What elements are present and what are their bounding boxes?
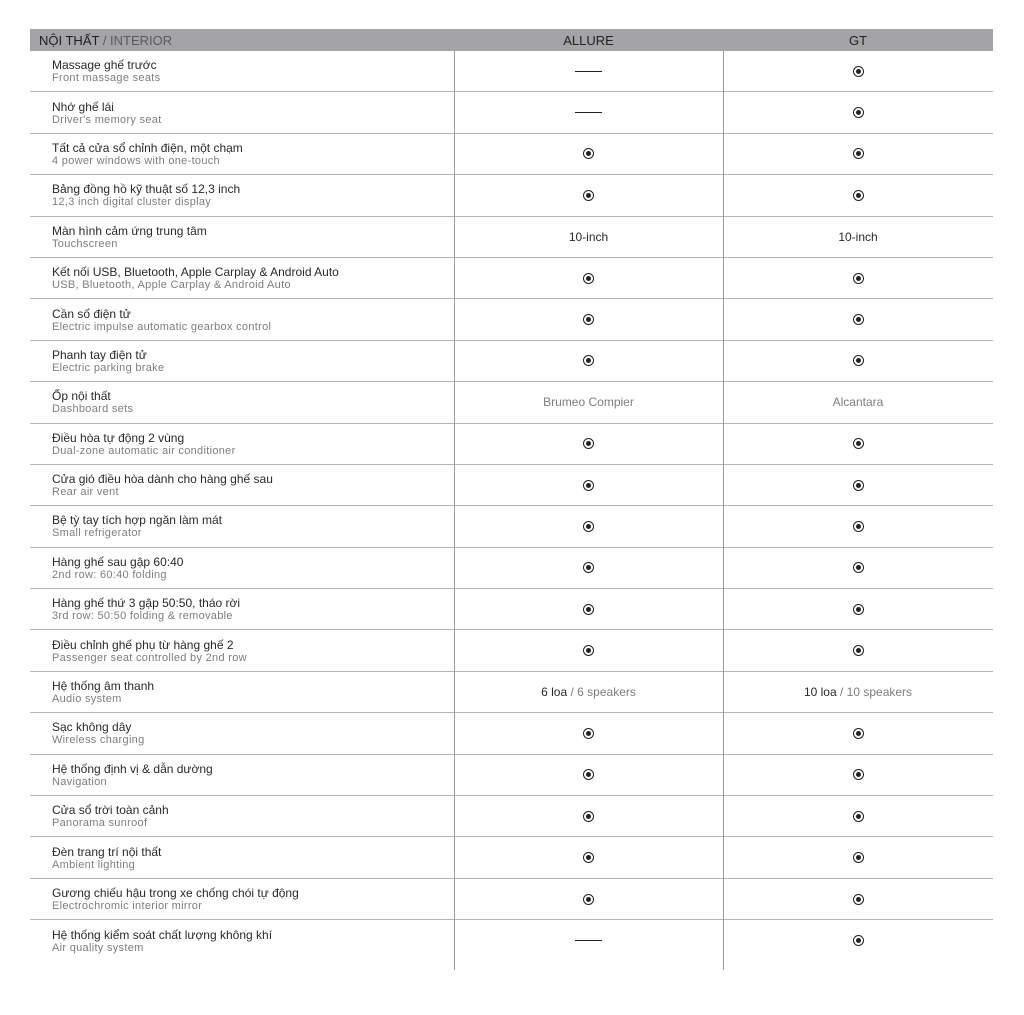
feature-name-en: 12,3 inch digital cluster display <box>52 196 212 209</box>
feature-name-vi: Cần số điện tử <box>52 306 131 321</box>
cell-gt <box>723 935 993 946</box>
cell-gt <box>723 66 993 77</box>
cell-value: Alcantara <box>832 395 884 410</box>
included-dot-icon <box>583 480 594 491</box>
cell-value-vi: 10 loa <box>803 685 837 700</box>
feature-name-vi: Nhớ ghế lái <box>52 99 114 114</box>
included-dot-icon <box>583 894 594 905</box>
section-title-separator: / <box>99 32 111 48</box>
cell-allure <box>454 148 723 159</box>
feature-name-vi: Tất cả cửa sổ chỉnh điện, một chạm <box>52 140 243 155</box>
cell-allure <box>454 355 723 366</box>
feature-label <box>30 347 454 375</box>
cell-allure <box>454 811 723 822</box>
included-dot-icon <box>583 521 594 532</box>
cell-value <box>541 685 636 699</box>
interior-spec-table <box>30 29 993 962</box>
cell-allure <box>454 728 723 739</box>
feature-name-en: Navigation <box>52 775 107 788</box>
table-row <box>30 175 993 216</box>
feature-name-vi: Hàng ghế thứ 3 gập 50:50, tháo rời <box>52 596 241 611</box>
cell-allure <box>454 314 723 325</box>
cell-allure <box>454 273 723 284</box>
column-header-allure: ALLURE <box>563 32 614 48</box>
included-dot-icon <box>583 811 594 822</box>
included-dot-icon <box>853 273 864 284</box>
included-dot-icon <box>853 562 864 573</box>
included-dot-icon <box>853 645 864 656</box>
feature-name-en: Wireless charging <box>52 734 145 747</box>
feature-name-vi: Hàng ghế sau gập 60:40 <box>52 554 184 569</box>
included-dot-icon <box>583 314 594 325</box>
included-dot-icon <box>853 107 864 118</box>
cell-gt <box>723 852 993 863</box>
feature-label <box>30 306 454 334</box>
feature-label <box>30 885 454 913</box>
feature-name-vi: Màn hình cảm ứng trung tâm <box>52 223 207 238</box>
cell-allure <box>454 852 723 863</box>
feature-name-vi: Gương chiếu hậu trong xe chống chói tự động <box>52 886 299 900</box>
feature-label <box>30 719 454 747</box>
cell-gt <box>723 190 993 201</box>
table-row <box>30 837 993 878</box>
table-row <box>30 755 993 796</box>
table-row <box>30 465 993 506</box>
included-dot-icon <box>583 190 594 201</box>
table-row <box>30 134 993 175</box>
feature-label <box>30 264 454 292</box>
cell-allure <box>454 645 723 656</box>
included-dot-icon <box>853 769 864 780</box>
cell-allure <box>454 112 723 113</box>
table-row <box>30 424 993 465</box>
cell-gt <box>723 894 993 905</box>
cell-allure <box>454 480 723 491</box>
cell-allure <box>454 230 723 244</box>
feature-name-vi: Cửa sổ trời toàn cảnh <box>52 803 169 818</box>
feature-name-vi: Sạc không dây <box>52 720 132 735</box>
feature-name-vi: Điều chỉnh ghế phụ từ hàng ghế 2 <box>52 637 234 652</box>
cell-gt <box>723 480 993 491</box>
cell-gt <box>723 604 993 615</box>
table-row <box>30 589 993 630</box>
feature-label <box>30 57 454 85</box>
cell-gt <box>723 107 993 118</box>
feature-label <box>30 595 454 623</box>
cell-gt <box>723 685 993 699</box>
feature-label <box>30 761 454 789</box>
feature-label <box>30 802 454 830</box>
cell-allure <box>454 395 723 409</box>
feature-name-en: Electrochromic interior mirror <box>52 900 203 912</box>
cell-gt <box>723 769 993 780</box>
feature-label <box>30 140 454 168</box>
cell-gt <box>723 355 993 366</box>
included-dot-icon <box>583 438 594 449</box>
cell-allure <box>454 604 723 615</box>
feature-label <box>30 678 454 706</box>
column-header-gt: GT <box>848 32 868 48</box>
feature-name-vi: Bảng đồng hồ kỹ thuật số 12,3 inch <box>52 182 241 197</box>
section-title-en: INTERIOR <box>110 32 173 48</box>
feature-label <box>30 471 454 499</box>
cell-allure <box>454 940 723 941</box>
cell-value-separator: / <box>567 685 578 700</box>
feature-name-vi: Hệ thống kiểm soát chất lượng không khí <box>52 927 273 942</box>
feature-name-vi: Ốp nội thất <box>52 389 111 404</box>
included-dot-icon <box>583 604 594 615</box>
included-dot-icon <box>583 645 594 656</box>
table-row <box>30 796 993 837</box>
included-dot-icon <box>583 562 594 573</box>
feature-name-vi: Bệ tỳ tay tích hợp ngăn làm mát <box>52 513 222 528</box>
feature-name-en: Air quality system <box>52 941 144 954</box>
feature-name-en: Ambient lighting <box>52 858 136 871</box>
included-dot-icon <box>853 604 864 615</box>
table-row <box>30 217 993 258</box>
feature-name-vi: Đèn trang trí nội thất <box>52 844 162 859</box>
table-row <box>30 630 993 671</box>
cell-gt <box>723 521 993 532</box>
feature-label <box>30 554 454 582</box>
table-row <box>30 920 993 961</box>
section-title-vi: NỘI THẤT <box>39 32 100 48</box>
table-row <box>30 672 993 713</box>
table-row <box>30 506 993 547</box>
feature-name-en: Small refrigerator <box>52 527 142 540</box>
feature-name-en: Touchscreen <box>52 237 118 250</box>
feature-name-vi: Kết nối USB, Bluetooth, Apple Carplay & Android Auto <box>52 265 339 280</box>
cell-gt <box>723 230 993 244</box>
cell-gt <box>723 438 993 449</box>
feature-name-en: Driver's memory seat <box>52 113 162 126</box>
cell-allure <box>454 769 723 780</box>
feature-label <box>30 430 454 458</box>
table-row <box>30 51 993 92</box>
included-dot-icon <box>853 852 864 863</box>
feature-label <box>30 512 454 540</box>
table-row <box>30 548 993 589</box>
feature-name-en: Panorama sunroof <box>52 817 148 830</box>
feature-name-en: 4 power windows with one-touch <box>52 154 220 167</box>
cell-value-vi: 6 loa <box>541 685 568 700</box>
included-dot-icon <box>583 852 594 863</box>
cell-gt <box>723 811 993 822</box>
cell-gt <box>723 314 993 325</box>
cell-value-separator: / <box>836 685 847 700</box>
included-dot-icon <box>853 728 864 739</box>
feature-name-en: Dashboard sets <box>52 403 134 416</box>
not-available-dash-icon <box>575 940 602 941</box>
included-dot-icon <box>583 273 594 284</box>
cell-value: Brumeo Compier <box>543 395 634 410</box>
table-row <box>30 879 993 920</box>
cell-value-en: 10 speakers <box>846 685 913 700</box>
included-dot-icon <box>853 521 864 532</box>
feature-label <box>30 637 454 665</box>
cell-value-en: 6 speakers <box>577 685 636 700</box>
cell-allure <box>454 71 723 72</box>
included-dot-icon <box>853 935 864 946</box>
feature-name-en: 3rd row: 50:50 folding & removable <box>52 610 233 623</box>
feature-name-en: Front massage seats <box>52 72 161 85</box>
table-row <box>30 713 993 754</box>
feature-label <box>30 99 454 127</box>
feature-name-vi: Hệ thống âm thanh <box>52 679 155 694</box>
feature-name-vi: Massage ghế trước <box>52 58 157 73</box>
feature-name-vi: Điều hòa tự động 2 vùng <box>52 430 185 445</box>
included-dot-icon <box>853 894 864 905</box>
table-body <box>30 51 993 962</box>
feature-name-en: Dual-zone automatic air conditioner <box>52 444 236 457</box>
included-dot-icon <box>853 355 864 366</box>
cell-gt <box>723 148 993 159</box>
feature-name-en: Electric parking brake <box>52 361 165 374</box>
cell-gt <box>723 273 993 284</box>
cell-allure <box>454 685 723 699</box>
included-dot-icon <box>583 728 594 739</box>
included-dot-icon <box>583 769 594 780</box>
included-dot-icon <box>853 480 864 491</box>
cell-allure <box>454 562 723 573</box>
table-header <box>30 29 993 51</box>
feature-label <box>30 388 454 416</box>
feature-label <box>30 844 454 872</box>
feature-name-vi: Hệ thống định vị & dẫn dường <box>52 761 213 776</box>
cell-allure <box>454 894 723 905</box>
table-row <box>30 92 993 133</box>
cell-allure <box>454 521 723 532</box>
feature-label <box>30 181 454 209</box>
not-available-dash-icon <box>575 112 602 113</box>
cell-allure <box>454 438 723 449</box>
cell-gt <box>723 645 993 656</box>
cell-gt <box>723 395 993 409</box>
cell-gt <box>723 562 993 573</box>
included-dot-icon <box>583 355 594 366</box>
feature-name-en: 2nd row: 60:40 folding <box>52 568 167 581</box>
not-available-dash-icon <box>575 71 602 72</box>
cell-value: 10-inch <box>568 229 609 244</box>
feature-name-vi: Cửa gió điều hòa dành cho hàng ghế sau <box>52 472 273 487</box>
table-row <box>30 341 993 382</box>
feature-name-en: Rear air vent <box>52 486 119 499</box>
cell-value <box>804 685 912 699</box>
section-title <box>30 33 454 48</box>
included-dot-icon <box>853 438 864 449</box>
feature-name-vi: Phanh tay điện tử <box>52 347 147 362</box>
cell-allure <box>454 190 723 201</box>
included-dot-icon <box>853 190 864 201</box>
table-row <box>30 258 993 299</box>
included-dot-icon <box>583 148 594 159</box>
cell-gt <box>723 728 993 739</box>
included-dot-icon <box>853 66 864 77</box>
cell-value: 10-inch <box>838 229 878 244</box>
feature-name-en: Electric impulse automatic gearbox control <box>52 320 272 333</box>
included-dot-icon <box>853 811 864 822</box>
feature-name-en: Passenger seat controlled by 2nd row <box>52 651 247 664</box>
feature-label <box>30 927 454 955</box>
included-dot-icon <box>853 148 864 159</box>
feature-name-en: Audio system <box>52 693 122 706</box>
feature-name-en: USB, Bluetooth, Apple Carplay & Android Auto <box>52 279 291 292</box>
feature-label <box>30 223 454 251</box>
table-row <box>30 382 993 423</box>
table-row <box>30 299 993 340</box>
included-dot-icon <box>853 314 864 325</box>
